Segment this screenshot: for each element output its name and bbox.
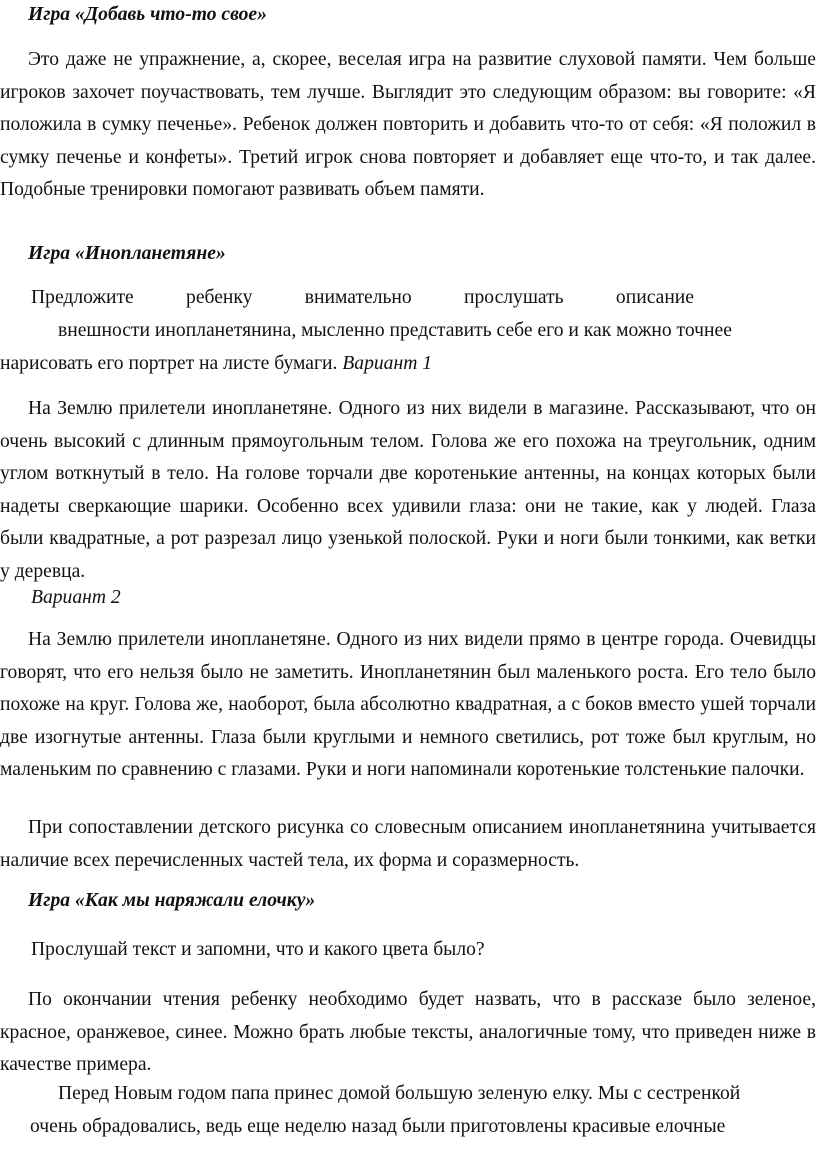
game3-instruction: Прослушай текст и запомни, что и какого цвета было?	[31, 939, 485, 960]
variant1-paragraph: На Землю прилетели инопланетяне. Одного из них видели в магазине. Рассказывают, что он очень высокий с длинным прямоугольным телом. Голова же его похожа на треугольник, одним углом воткнутый в тело. На голове торчали две коротенькие антенны, на концах которых были надеты сверкающие шарики. Особенно всех удивили глаза: они не такие, как у людей. Глаза были квадратные, а рот разрезал лицо узенькой полоской. Руки и ноги были тонкими, как ветки у деревца.	[0, 398, 816, 582]
story-line-1: Перед Новым годом папа принес домой большую зеленую елку. Мы с сестренкой	[58, 1083, 741, 1104]
variant1-label: Вариант 1	[342, 353, 433, 374]
game3-heading: Игра «Как мы наряжали елочку»	[28, 890, 316, 911]
intro-word: описание	[615, 287, 694, 308]
intro-word: ребенку	[186, 287, 253, 308]
intro-word: внимательно	[304, 287, 412, 308]
variant2-paragraph: На Землю прилетели инопланетяне. Одного из них видели прямо в центре города. Очевидцы говорят, что его нельзя было не заметить. Инопланетянин был маленького роста. Его тело было похоже на круг. Голова же, наоборот, была абсолютно квадратная, а с боков вместо ушей торчали две изогнутые антенны. Глаза были круглыми и немного светились, рот тоже был круглым, но маленьким по сравнению с глазами. Руки и ноги напоминали коротенькие толстенькие палочки.	[0, 629, 816, 780]
variant2-label: Вариант 2	[31, 587, 121, 608]
story-line-2: очень обрадовались, ведь еще неделю назад были приготовлены красивые елочные	[30, 1116, 726, 1137]
game1-heading: Игра «Добавь что-то свое»	[28, 4, 267, 25]
intro-word: Предложите	[31, 287, 134, 308]
game2-intro-line-2: внешности инопланетянина, мысленно представить себе его и как можно точнее	[58, 320, 732, 341]
game2-heading: Игра «Инопланетяне»	[28, 243, 226, 264]
intro-word: прослушать	[464, 287, 564, 308]
evaluation-paragraph: При сопоставлении детского рисунка со словесным описанием инопланетянина учитывается наличие всех перечисленных частей тела, их форма и соразмерность.	[0, 817, 816, 871]
game2-intro-line-3	[0, 348, 432, 381]
game2-intro-line-1	[31, 282, 694, 315]
game1-paragraph: Это даже не упражнение, а, скорее, веселая игра на развитие слуховой памяти. Чем больше игроков захочет поучаствовать, тем лучше. Выглядит это следующим образом: вы говорите: «Я положила в сумку печенье». Ребенок должен повторить и добавить что-то от себя: «Я положил в сумку печенье и конфеты». Третий игрок снова повторяет и добавляет еще что-то, и так далее. Подобные тренировки помогают развивать объем памяти.	[0, 49, 816, 200]
intro-text: нарисовать его портрет на листе бумаги.	[0, 353, 338, 374]
game3-explanation: По окончании чтения ребенку необходимо будет назвать, что в рассказе было зеленое, красное, оранжевое, синее. Можно брать любые тексты, аналогичные тому, что приведен ниже в качестве примера.	[0, 989, 816, 1075]
